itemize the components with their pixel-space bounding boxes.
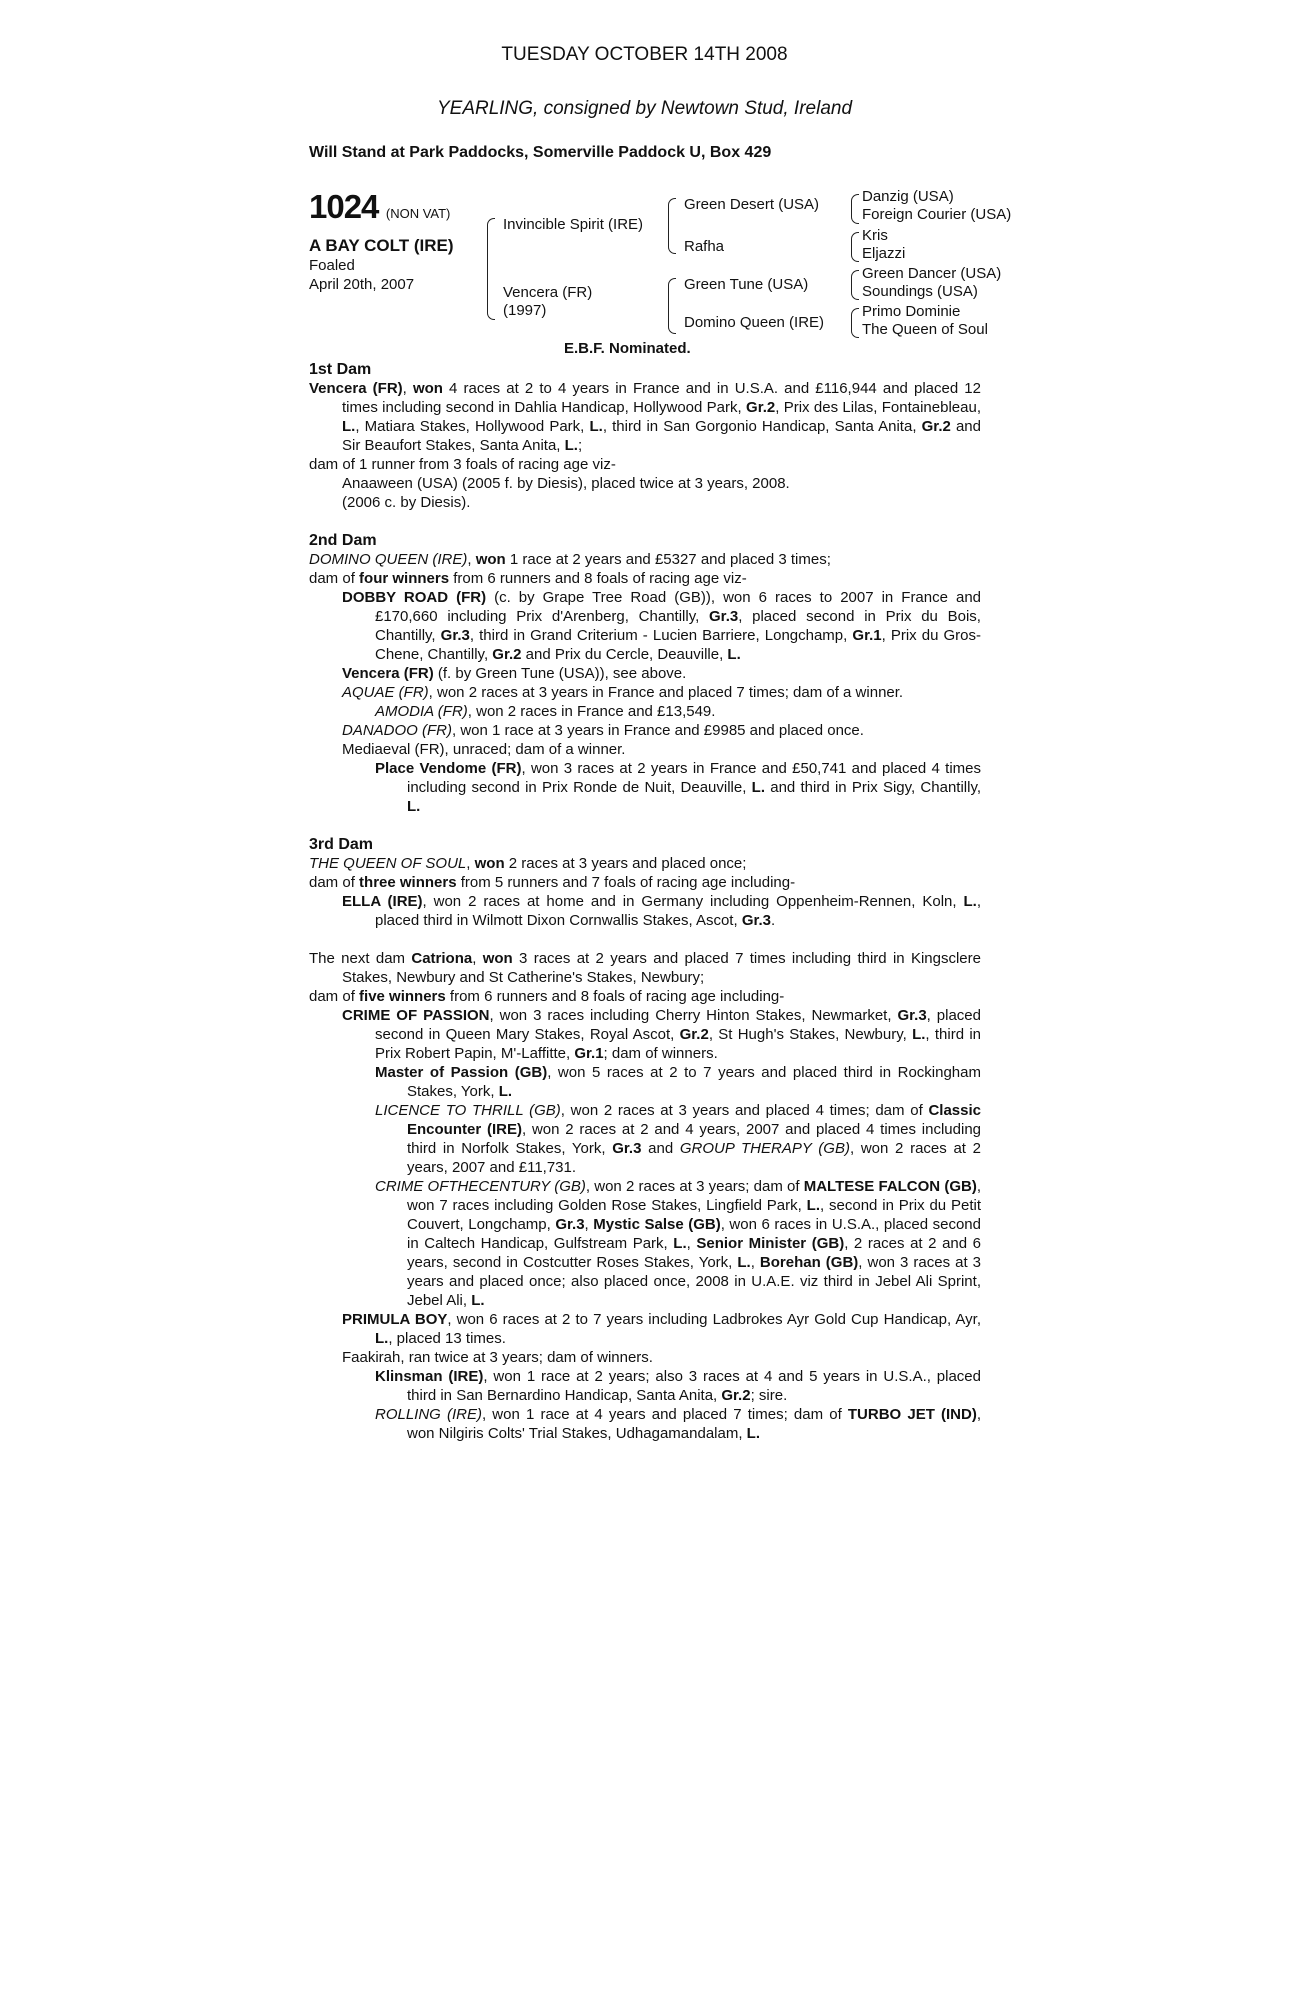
- pedigree-g2: Foreign Courier (USA): [862, 206, 1012, 223]
- dam-line-brace: [668, 278, 676, 334]
- progeny-entry: PRIMULA BOY, won 6 races at 2 to 7 years including Ladbrokes Ayr Gold Cup Handicap, Ayr, L., placed 13 times.: [342, 1311, 981, 1347]
- horse-name: Vencera (FR): [309, 380, 403, 397]
- lot-number: 1024: [309, 188, 379, 225]
- progeny-entry: ELLA (IRE), won 2 races at home and in Germany including Oppenheim-Rennen, Koln, L., placed third in Wilmott Dixon Cornwallis Stakes, Ascot, Gr.3.: [342, 893, 981, 929]
- lot-header: [309, 188, 450, 226]
- first-dam-record: Vencera (FR), won 4 races at 2 to 4 years in France and in U.S.A. and £116,944 and placed 12 times including second in Dahlia Handicap, Hollywood Park, Gr.2, Prix des Lilas, Fontainebleau, L., Matiara Stakes, Hollywood Park, L., third in San Gorgonio Handicap, Santa Anita, Gr.2 and Sir Beaufort Stakes, Santa Anita, L.;: [309, 380, 981, 454]
- second-dam-record: DOMINO QUEEN (IRE), won 1 race at 2 years and £5327 and placed 3 times;: [309, 551, 831, 568]
- pedigree-dam-dam: Domino Queen (IRE): [684, 314, 825, 331]
- g-brace-2: [851, 232, 859, 262]
- third-dam-runners: dam of three winners from 5 runners and 7 foals of racing age including-: [309, 874, 796, 891]
- stand-location: Will Stand at Park Paddocks, Somerville Paddock U, Box 429: [309, 144, 772, 161]
- pedigree-dam: Vencera (FR): [503, 284, 593, 301]
- catalogue-body: [309, 360, 981, 1443]
- second-dam-runners: dam of four winners from 6 runners and 8 foals of racing age viz-: [309, 570, 747, 587]
- progeny-entry: Mediaeval (FR), unraced; dam of a winner.: [342, 741, 626, 758]
- progeny-entry: Master of Passion (GB), won 5 races at 2 to 7 years and placed third in Rockingham Stakes, York, L.: [375, 1064, 981, 1100]
- progeny-entry: DANADOO (FR), won 1 race at 3 years in France and £9985 and placed once.: [342, 722, 864, 739]
- progeny-entry: CRIME OF PASSION, won 3 races including Cherry Hinton Stakes, Newmarket, Gr.3, placed second in Queen Mary Stakes, Royal Ascot, Gr.2, St Hugh's Stakes, Newbury, L., third in Prix Robert Papin, M'-Laffitte, Gr.1; dam of winners.: [342, 1007, 981, 1062]
- pedigree-g8: The Queen of Soul: [862, 321, 988, 338]
- sire-line-brace: [668, 198, 676, 254]
- progeny-entry: LICENCE TO THRILL (GB), won 2 races at 3 years and placed 4 times; dam of Classic Encounter (IRE), won 2 races at 2 and 4 years, 2007 and placed 4 times including third in Norfolk Stakes, York, Gr.3 and GROUP THERAPY (GB), won 2 races at 2 years, 2007 and £11,731.: [375, 1102, 982, 1176]
- foaled-date: April 20th, 2007: [309, 276, 415, 293]
- third-dam-heading: 3rd Dam: [309, 836, 374, 853]
- lot-name: A BAY COLT (IRE): [309, 236, 454, 255]
- progeny-entry: ROLLING (IRE), won 1 race at 4 years and placed 7 times; dam of TURBO JET (IND), won Nilgiris Colts' Trial Stakes, Udhagamandalam, L.: [375, 1406, 982, 1442]
- vat-status: (NON VAT): [385, 206, 451, 221]
- ebf-status: E.B.F. Nominated.: [564, 340, 691, 357]
- pedigree-dam-year: (1997): [503, 302, 547, 319]
- progeny-entry: Anaaween (USA) (2005 f. by Diesis), placed twice at 3 years, 2008.: [342, 475, 790, 492]
- first-dam-runners: dam of 1 runner from 3 foals of racing age viz-: [309, 456, 616, 473]
- pedigree-g5: Green Dancer (USA): [862, 265, 1002, 282]
- pedigree-g7: Primo Dominie: [862, 303, 961, 320]
- third-dam-record: THE QUEEN OF SOUL, won 2 races at 3 years and placed once;: [309, 855, 747, 872]
- progeny-entry: CRIME OFTHECENTURY (GB), won 2 races at 3 years; dam of MALTESE FALCON (GB), won 7 races including Golden Rose Stakes, Lingfield Park, L., second in Prix du Petit Couvert, Longchamp, Gr.3, Mystic Salse (GB), won 6 races in U.S.A., placed second in Caltech Handicap, Gulfstream Park, L., Senior Minister (GB), 2 races at 2 and 6 years, second in Costcutter Roses Stakes, York, L., Borehan (GB), won 3 races at 3 years and placed once; also placed once, 2008 in U.A.E. viz third in Jebel Ali Sprint, Jebel Ali, L.: [375, 1178, 982, 1309]
- consignor-line: YEARLING, consigned by Newtown Stud, Ireland: [436, 98, 853, 119]
- g-brace-3: [851, 270, 859, 300]
- sire-dam-brace: [487, 218, 495, 320]
- progeny-entry: (2006 c. by Diesis).: [342, 494, 471, 511]
- pedigree-g3: Kris: [862, 227, 888, 244]
- first-dam-heading: 1st Dam: [309, 361, 372, 378]
- next-dam-runners: dam of five winners from 6 runners and 8 foals of racing age including-: [309, 988, 785, 1005]
- progeny-entry: Klinsman (IRE), won 1 race at 2 years; also 3 races at 4 and 5 years in U.S.A., placed third in San Bernardino Handicap, Santa Anita, Gr.2; sire.: [375, 1368, 981, 1404]
- second-dam-heading: 2nd Dam: [309, 532, 377, 549]
- foaled-info: [309, 256, 414, 294]
- next-dam-record: The next dam Catriona, won 3 races at 2 years and placed 7 times including third in Kingsclere Stakes, Newbury and St Catherine's Stakes, Newbury;: [309, 950, 981, 986]
- progeny-entry: AQUAE (FR), won 2 races at 3 years in France and placed 7 times; dam of a winner.: [342, 684, 904, 701]
- pedigree-g1: Danzig (USA): [862, 188, 954, 205]
- progeny-entry: AMODIA (FR), won 2 races in France and £13,549.: [375, 703, 716, 720]
- progeny-entry: Place Vendome (FR), won 3 races at 2 years in France and £50,741 and placed 4 times including second in Prix Ronde de Nuit, Deauville, L. and third in Prix Sigy, Chantilly, L.: [375, 760, 981, 815]
- progeny-entry: Vencera (FR) (f. by Green Tune (USA)), see above.: [342, 665, 687, 682]
- foaled-label: Foaled: [309, 257, 355, 274]
- sale-date: TUESDAY OCTOBER 14TH 2008: [501, 44, 788, 65]
- progeny-entry: Faakirah, ran twice at 3 years; dam of winners.: [342, 1349, 653, 1366]
- pedigree-dam-sire: Green Tune (USA): [684, 276, 809, 293]
- pedigree-sire: Invincible Spirit (IRE): [503, 216, 644, 233]
- pedigree-g4: Eljazzi: [862, 245, 906, 262]
- g-brace-1: [851, 194, 859, 224]
- pedigree-sire-sire: Green Desert (USA): [684, 196, 820, 213]
- pedigree-sire-dam: Rafha: [684, 238, 725, 255]
- g-brace-4: [851, 308, 859, 338]
- pedigree-g6: Soundings (USA): [862, 283, 978, 300]
- progeny-entry: DOBBY ROAD (FR) (c. by Grape Tree Road (GB)), won 6 races to 2007 in France and £170,660 including Prix d'Arenberg, Chantilly, Gr.3, placed second in Prix du Bois, Chantilly, Gr.3, third in Grand Criterium - Lucien Barriere, Longchamp, Gr.1, Prix du Gros-Chene, Chantilly, Gr.2 and Prix du Cercle, Deauville, L.: [342, 589, 982, 663]
